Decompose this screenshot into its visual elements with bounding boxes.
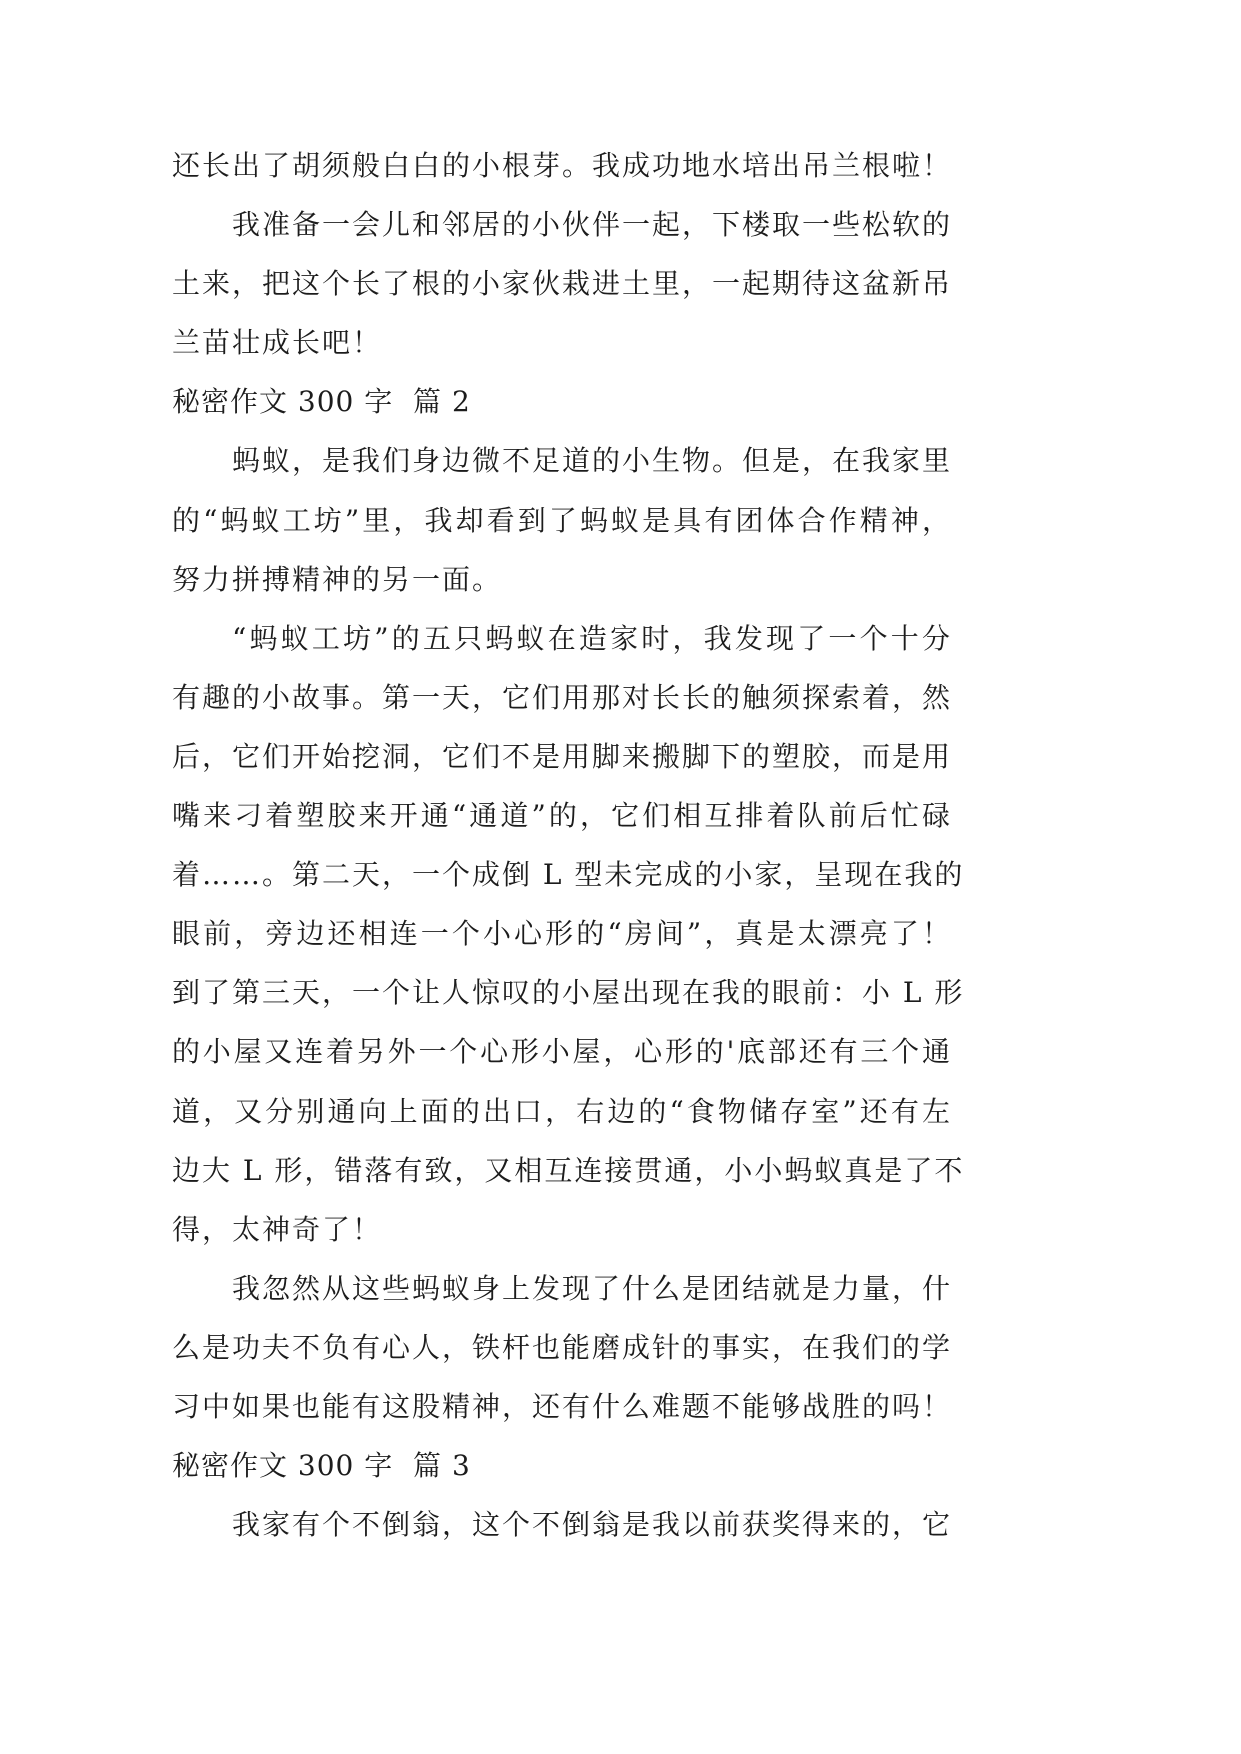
text-line: 得，太神奇了！: [172, 1212, 383, 1246]
paragraph: [172, 195, 952, 372]
paragraph: [172, 431, 952, 608]
essay-section: [172, 372, 965, 1436]
text-line: 道，又分别通向上面的出口，右边的“食物储存室”还有左: [172, 1094, 952, 1128]
text-line: 到了第三天，一个让人惊叹的小屋出现在我的眼前：小 L 形: [172, 976, 965, 1010]
section-heading: 秘密作文 300 字 篇 2: [172, 385, 471, 419]
text-line: 后，它们开始挖洞，它们不是用脚来搬脚下的塑胶，而是用: [172, 739, 953, 773]
text-line: 嘴来刁着塑胶来开通“通道”的，它们相互排着队前后忙碌: [172, 799, 952, 833]
text-line: 有趣的小故事。第一天，它们用那对长长的触须探索着，然: [172, 680, 953, 714]
paragraph: [172, 609, 965, 1259]
text-line: 努力拼搏精神的另一面。: [172, 562, 503, 596]
text-line: 么是功夫不负有心人，铁杆也能磨成针的事实，在我们的学: [172, 1330, 953, 1364]
paragraph: [172, 1495, 952, 1554]
text-line: 土来，把这个长了根的小家伙栽进土里，一起期待这盆新吊: [172, 267, 953, 301]
text-line: 习中如果也能有这股精神，还有什么难题不能够战胜的吗！: [172, 1389, 953, 1423]
text-line: 我忽然从这些蚂蚁身上发现了什么是团结就是力量，什: [232, 1271, 953, 1305]
text-body: [172, 136, 965, 1554]
text-line: 的“蚂蚁工坊”里，我却看到了蚂蚁是具有团体合作精神，: [172, 503, 952, 537]
text-line: 的小屋又连着另外一个心形小屋，心形的'底部还有三个通: [172, 1035, 952, 1069]
text-line: 兰苗壮成长吧！: [172, 326, 383, 360]
paragraph: [172, 1259, 952, 1436]
text-line: 我准备一会儿和邻居的小伙伴一起，下楼取一些松软的: [232, 208, 953, 242]
text-line: 眼前，旁边还相连一个小心形的“房间”，真是太漂亮了！: [172, 917, 952, 951]
paragraph: [172, 136, 952, 195]
text-line: 着……。第二天，一个成倒 L 型未完成的小家，呈现在我的: [172, 858, 965, 892]
text-line: 我家有个不倒翁，这个不倒翁是我以前获奖得来的，它: [232, 1508, 953, 1542]
section-heading: 秘密作文 300 字 篇 3: [172, 1449, 471, 1483]
essay-section: [172, 1436, 952, 1554]
text-line: 蚂蚁，是我们身边微不足道的小生物。但是，在我家里: [232, 444, 953, 478]
text-line: 边大 L 形，错落有致，又相互连接贯通，小小蚂蚁真是了不: [172, 1153, 965, 1187]
text-line: 还长出了胡须般白白的小根芽。我成功地水培出吊兰根啦！: [172, 149, 953, 182]
text-line: “蚂蚁工坊”的五只蚂蚁在造家时，我发现了一个十分: [232, 621, 952, 655]
